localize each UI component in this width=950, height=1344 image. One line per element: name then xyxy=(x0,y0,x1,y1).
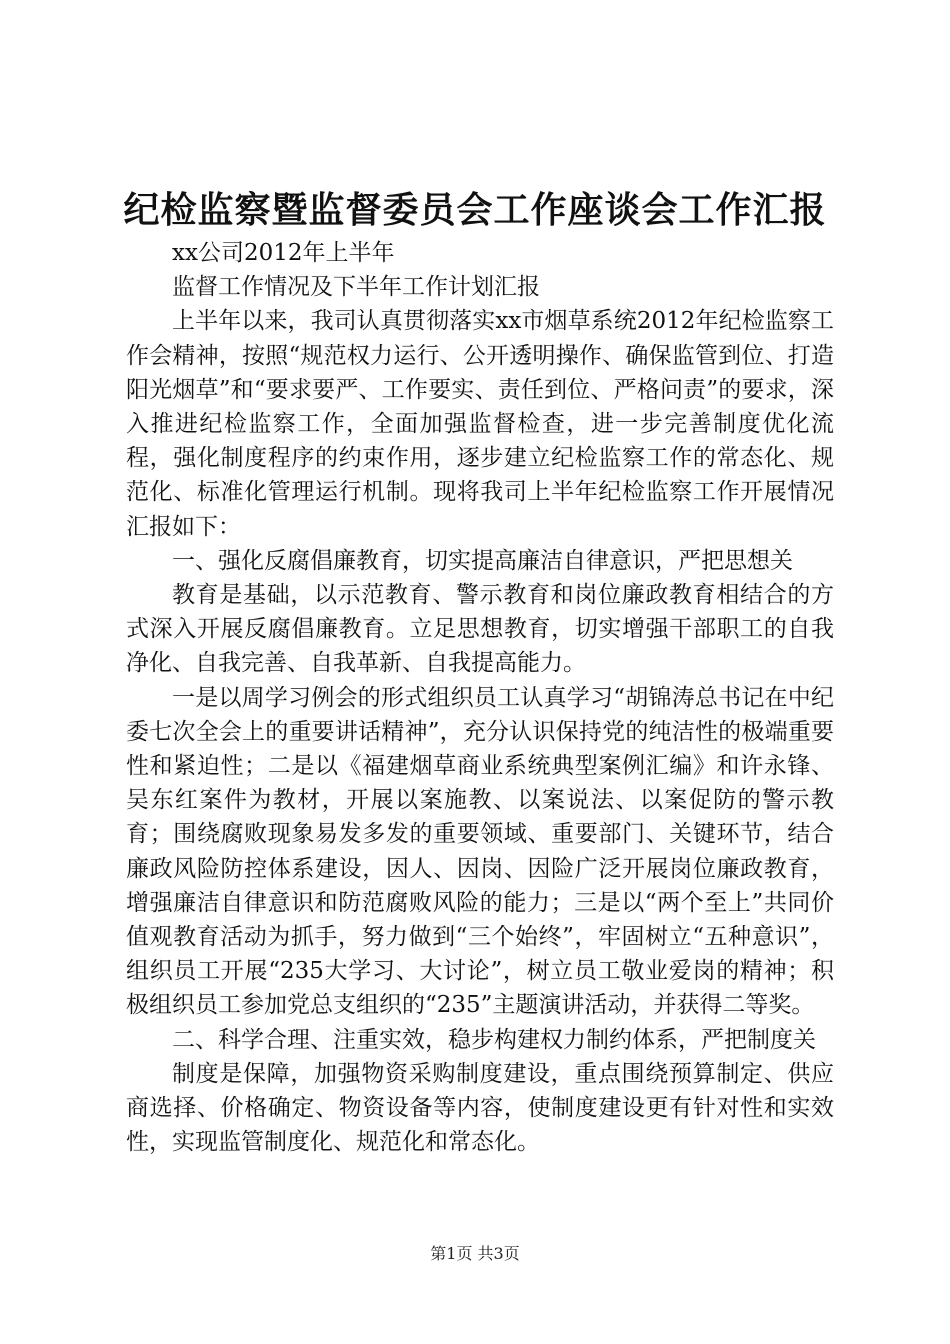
document-body xyxy=(126,236,834,1159)
subtitle-line: 监督工作情况及下半年工作计划汇报 xyxy=(172,274,540,301)
section-heading: 一、强化反腐倡廉教育，切实提高廉洁自律意识，严把思想关 xyxy=(172,547,793,574)
subtitle-line: xx公司2012年上半年 xyxy=(172,240,395,266)
section-heading: 二、科学合理、注重实效，稳步构建权力制约体系，严把制度关 xyxy=(172,1026,816,1053)
body-paragraph: 上半年以来，我司认真贯彻落实xx市烟草系统2012年纪检监察工作会精神，按照“规范权力运行、公开透明操作、确保监管到位、打造阳光烟草”和“要求要严、工作要实、责任到位、严格问责”的要求，深入推进纪检监察工作，全面加强监督检查，进一步完善制度优化流程，强化制度程序的约束作用，逐步建立纪检监察工作的常态化、规范化、标准化管理运行机制。现将我司上半年纪检监察工作开展情况汇报如下： xyxy=(126,308,834,540)
body-paragraph: 制度是保障，加强物资采购制度建设，重点围绕预算制定、供应商选择、价格确定、物资设备等内容，使制度建设更有针对性和实效性，实现监管制度化、规范化和常态化。 xyxy=(126,1060,834,1156)
page-number-footer: 第1页 共3页 xyxy=(430,1244,520,1263)
document-title: 纪检监察暨监督委员会工作座谈会工作汇报 xyxy=(123,189,827,231)
body-paragraph: 教育是基础，以示范教育、警示教育和岗位廉政教育相结合的方式深入开展反腐倡廉教育。立足思想教育，切实增强干部职工的自我净化、自我完善、自我革新、自我提高能力。 xyxy=(126,582,834,677)
body-paragraph: 一是以周学习例会的形式组织员工认真学习“胡锦涛总书记在中纪委七次全会上的重要讲话精神”，充分认识保持党的纯洁性的极端重要性和紧迫性；二是以《福建烟草商业系统典型案例汇编》和许永锋、吴东红案件为教材，开展以案施教、以案说法、以案促防的警示教育；围绕腐败现象易发多发的重要领域、重要部门、关键环节，结合廉政风险防控体系建设，因人、因岗、因险广泛开展岗位廉政教育，增强廉洁自律意识和防范腐败风险的能力；三是以“两个至上”共同价值观教育活动为抓手，努力做到“三个始终”，牢固树立“五种意识”，组织员工开展“235大学习、大讨论”，树立员工敬业爱岗的精神；积极组织员工参加党总支组织的“235”主题演讲活动，并获得二等奖。 xyxy=(126,684,834,1019)
